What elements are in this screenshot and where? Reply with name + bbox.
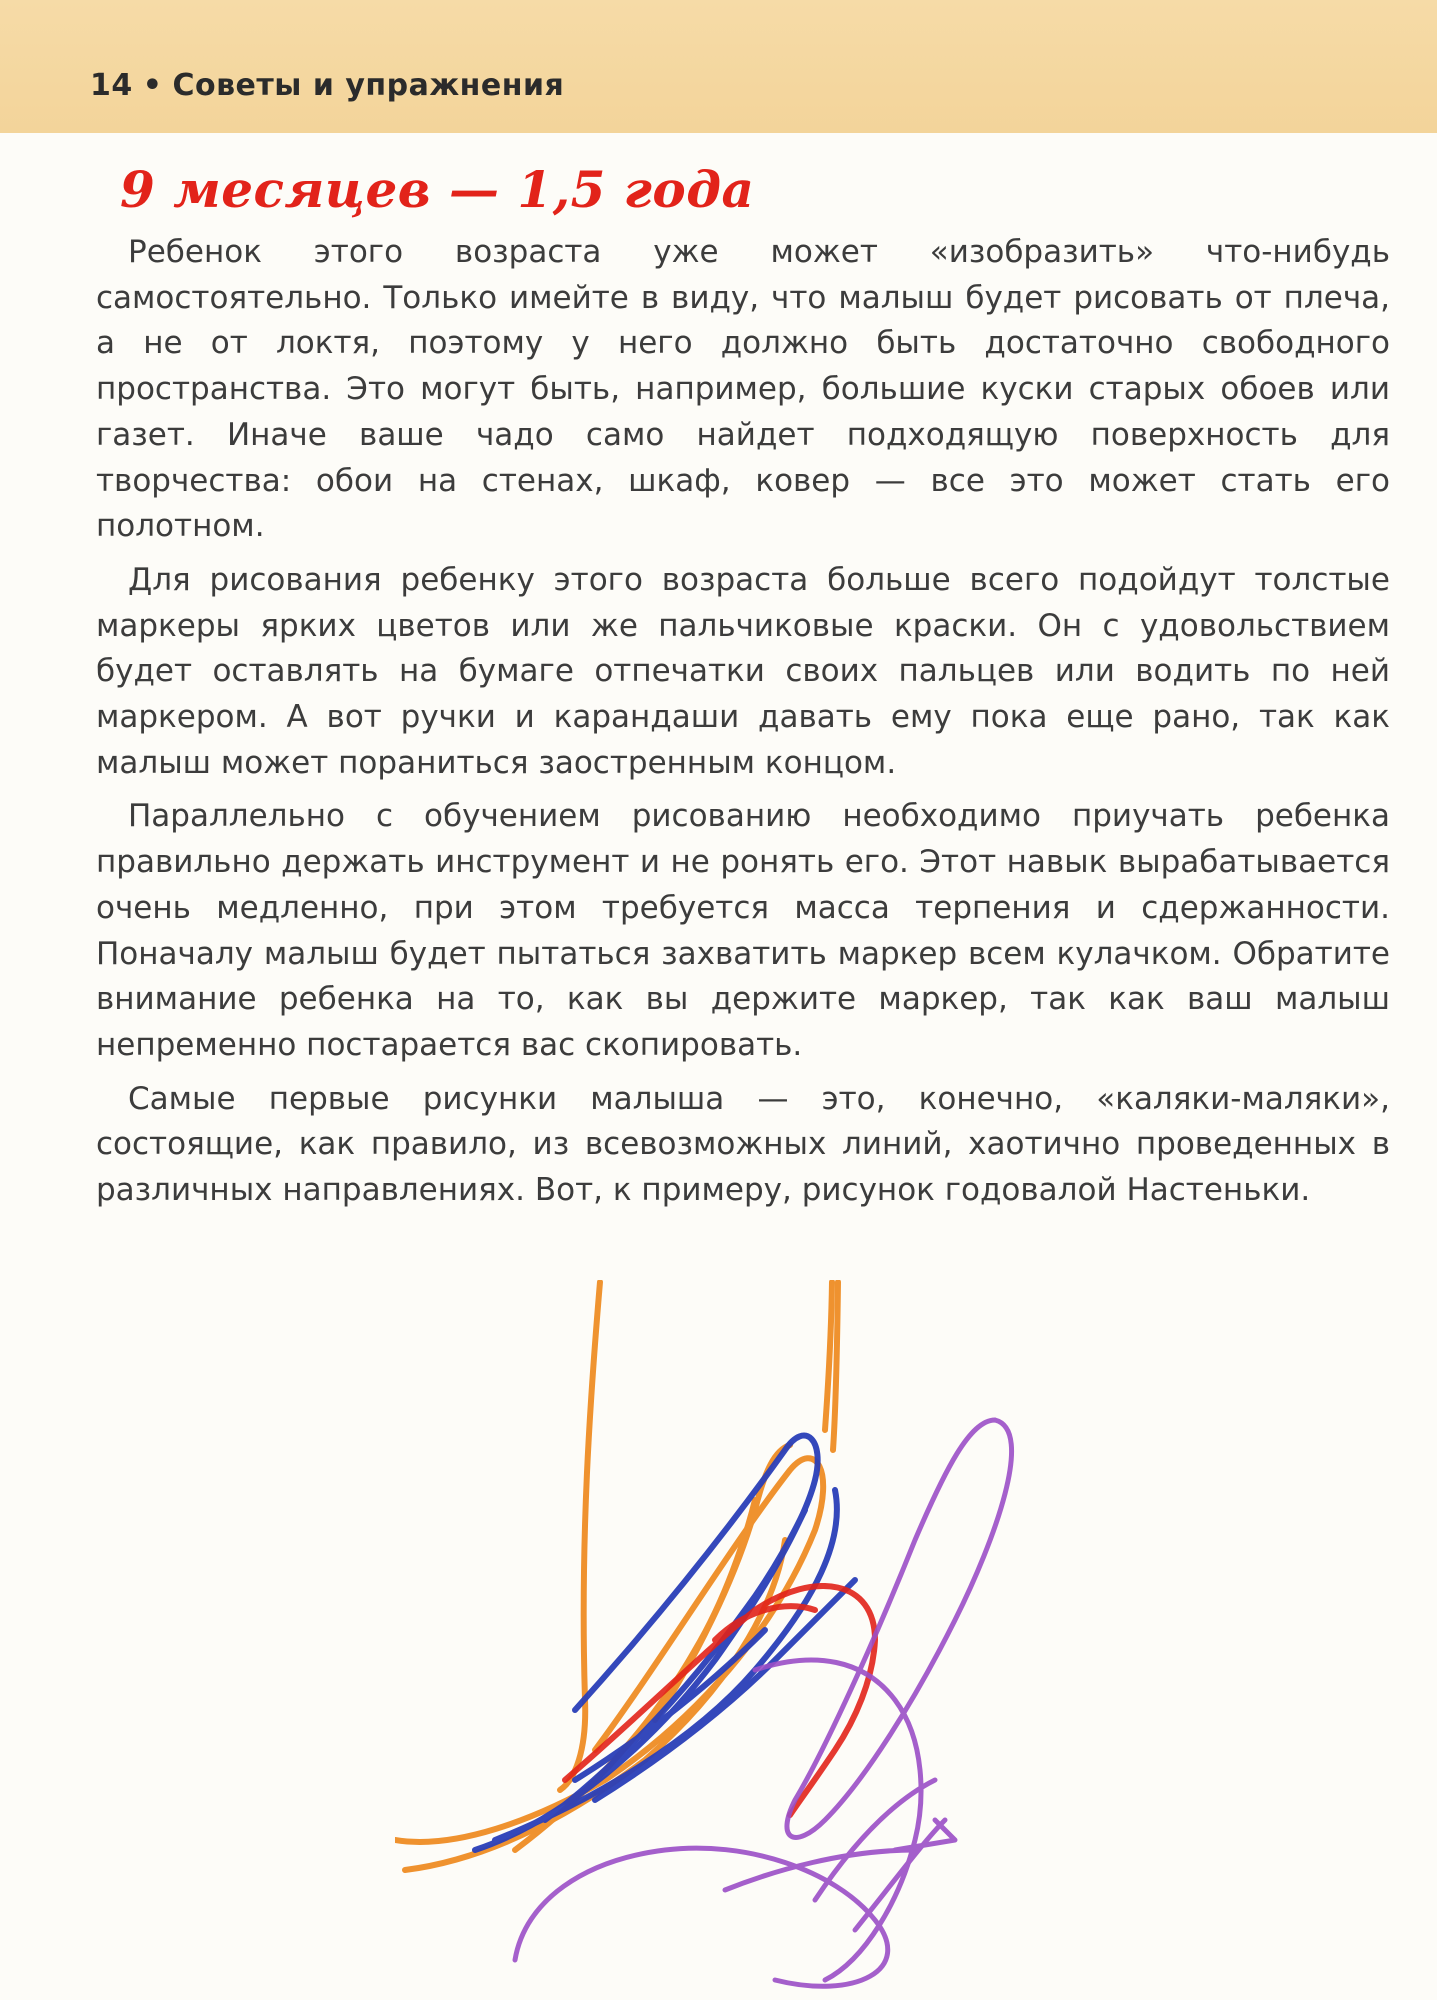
paragraph: Самые первые рисунки малыша — это, конечно, «каляки-маляки», состоящие, как правило, из всевозможных линий, хаотично проведенных в различных направлениях. Вот, к примеру, рисунок годовалой Настеньки. (96, 1080, 1390, 1209)
paragraph: Параллельно с обучением рисованию необходимо приучать ребенка правильно держать инструмент и не ронять его. Этот навык вырабатывается очень медленно, при этом требуется масса терпения и сдержанности. Поначалу малыш будет пытаться захватить маркер всем кулачком. Обратите внимание ребенка на то, как вы держите маркер, так как ваш малыш непременно постарается вас скопировать. (96, 798, 1390, 1063)
section-title: 9 месяцев — 1,5 года (120, 160, 755, 219)
header-bullet: • (142, 68, 163, 103)
paragraph: Ребенок этого возраста уже может «изобразить» что-нибудь самостоятельно. Только имейте в виду, что малыш будет рисовать от плеча, а не от локтя, поэтому у него должно быть достаточно свободного пространства. Это могут быть, например, большие куски старых обоев или газет. Иначе ваше чадо само найдет подходящую поверхность для творчества: обои на стенах, шкаф, ковер — все это может стать его полотном. (96, 234, 1390, 545)
running-head (90, 68, 564, 103)
child-scribble-drawing (395, 1280, 1095, 2000)
blue-strokes (475, 1436, 855, 1850)
section-name: Советы и упражнения (172, 68, 565, 103)
paragraph: Для рисования ребенку этого возраста больше всего подойдут толстые маркеры ярких цветов или же пальчиковые краски. Он с удовольствием будет оставлять на бумаге отпечатки своих пальцев или водить по ней маркером. А вот ручки и карандаши давать ему пока еще рано, так как малыш может пораниться заостренным концом. (96, 561, 1390, 781)
article-body (96, 230, 1390, 1222)
page-header (0, 0, 1437, 133)
page-number: 14 (90, 68, 133, 103)
